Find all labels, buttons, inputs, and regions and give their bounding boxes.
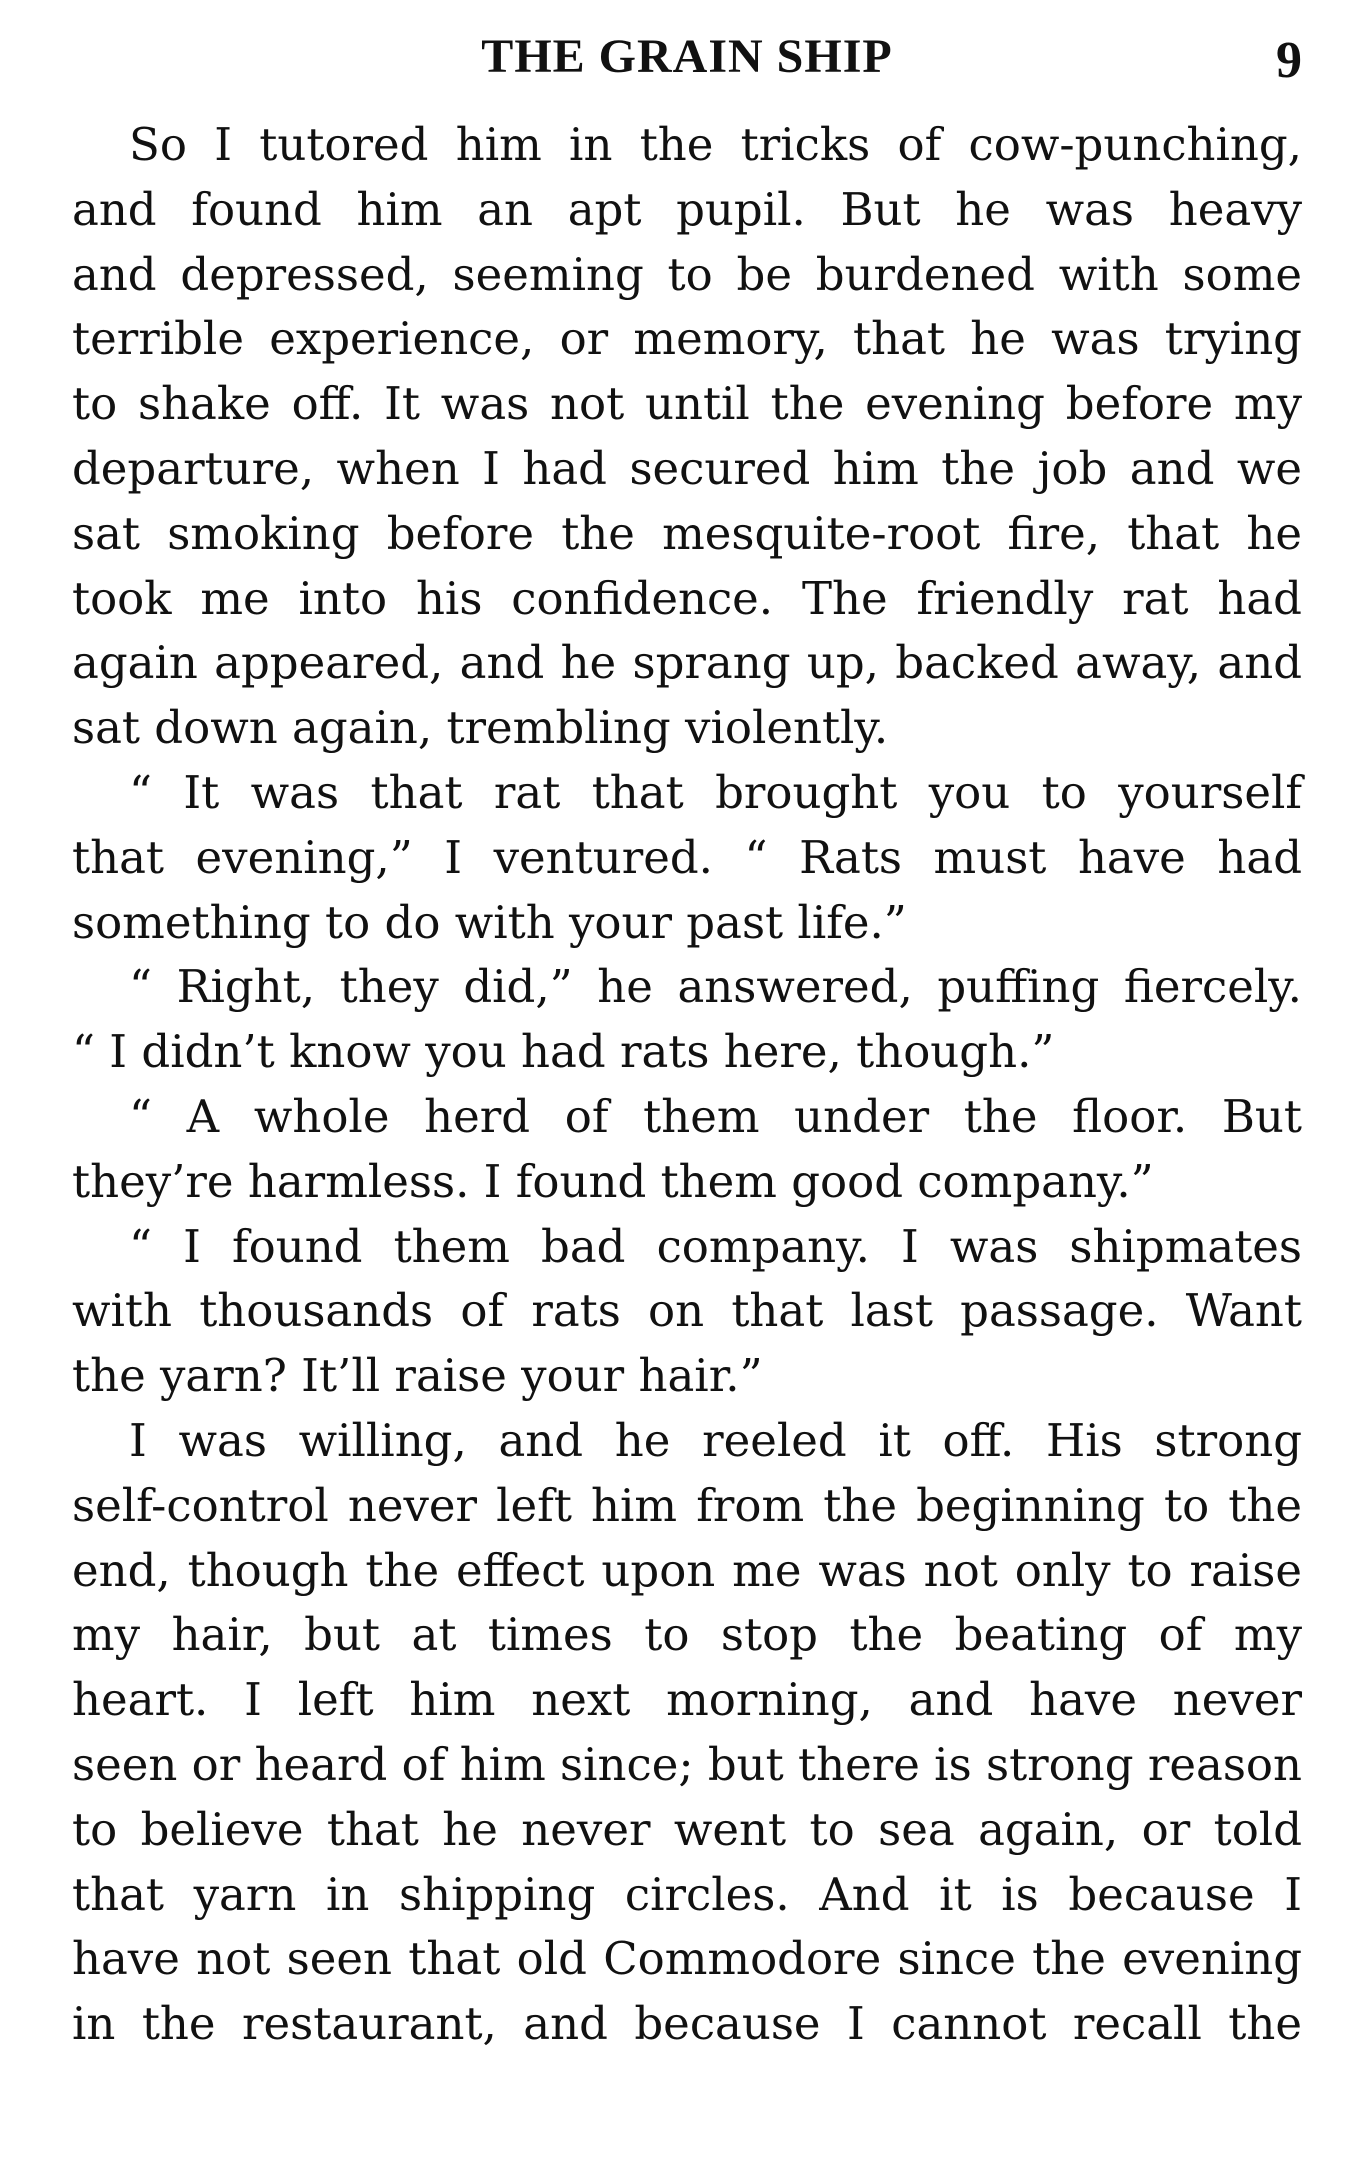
text-line: again appeared, and he sprang up, backed away, and xyxy=(72,636,1302,690)
text-line: seen or heard of him since; but there is strong reason xyxy=(72,1737,1302,1791)
running-head xyxy=(72,22,1302,92)
text-line: to shake off. It was not until the evening before my xyxy=(72,377,1302,431)
text-line: something to do with your past life.” xyxy=(72,895,907,949)
text-line: that evening,” I ventured. “ Rats must have had xyxy=(72,830,1302,884)
text-line: the yarn? It’ll raise your hair.” xyxy=(72,1349,763,1403)
text-line: “ A whole herd of them under the floor. But xyxy=(129,1089,1302,1143)
running-title: THE GRAIN SHIP xyxy=(481,30,893,83)
text-line: took me into his confidence. The friendly rat had xyxy=(72,571,1302,625)
text-line: my hair, but at times to stop the beating of my xyxy=(72,1608,1302,1662)
text-line: they’re harmless. I found them good company.” xyxy=(72,1154,1154,1208)
text-line: departure, when I had secured him the job and we xyxy=(72,441,1302,495)
text-line: to believe that he never went to sea again, or told xyxy=(72,1802,1302,1856)
text-line: I was willing, and he reeled it off. His strong xyxy=(129,1413,1302,1467)
text-line: end, though the effect upon me was not only to raise xyxy=(72,1543,1302,1597)
text-line: heart. I left him next morning, and have never xyxy=(72,1673,1302,1727)
text-line: “ It was that rat that brought you to yourself xyxy=(129,765,1302,819)
text-line: and found him an apt pupil. But he was heavy xyxy=(72,182,1302,236)
text-line: and depressed, seeming to be burdened with some xyxy=(72,247,1302,301)
text-line: that yarn in shipping circles. And it is because I xyxy=(72,1867,1302,1921)
text-line: in the restaurant, and because I cannot recall the xyxy=(72,1997,1302,2051)
page-number: 9 xyxy=(1276,32,1302,89)
text-line: So I tutored him in the tricks of cow-punching, xyxy=(129,118,1302,171)
text-line: “ I found them bad company. I was shipmates xyxy=(129,1219,1302,1273)
text-line: self-control never left him from the beginning to the xyxy=(72,1478,1302,1532)
text-line: sat smoking before the mesquite-root fire, that he xyxy=(72,506,1302,560)
text-line: “ Right, they did,” he answered, puffing fiercely. xyxy=(129,960,1302,1014)
text-line: have not seen that old Commodore since the evening xyxy=(72,1932,1302,1986)
text-line: terrible experience, or memory, that he was trying xyxy=(72,312,1302,366)
text-line: sat down again, trembling violently. xyxy=(72,701,889,755)
text-line: “ I didn’t know you had rats here, though.” xyxy=(72,1025,1055,1079)
text-line: with thousands of rats on that last passage. Want xyxy=(72,1284,1302,1338)
body-text xyxy=(72,113,1302,2057)
